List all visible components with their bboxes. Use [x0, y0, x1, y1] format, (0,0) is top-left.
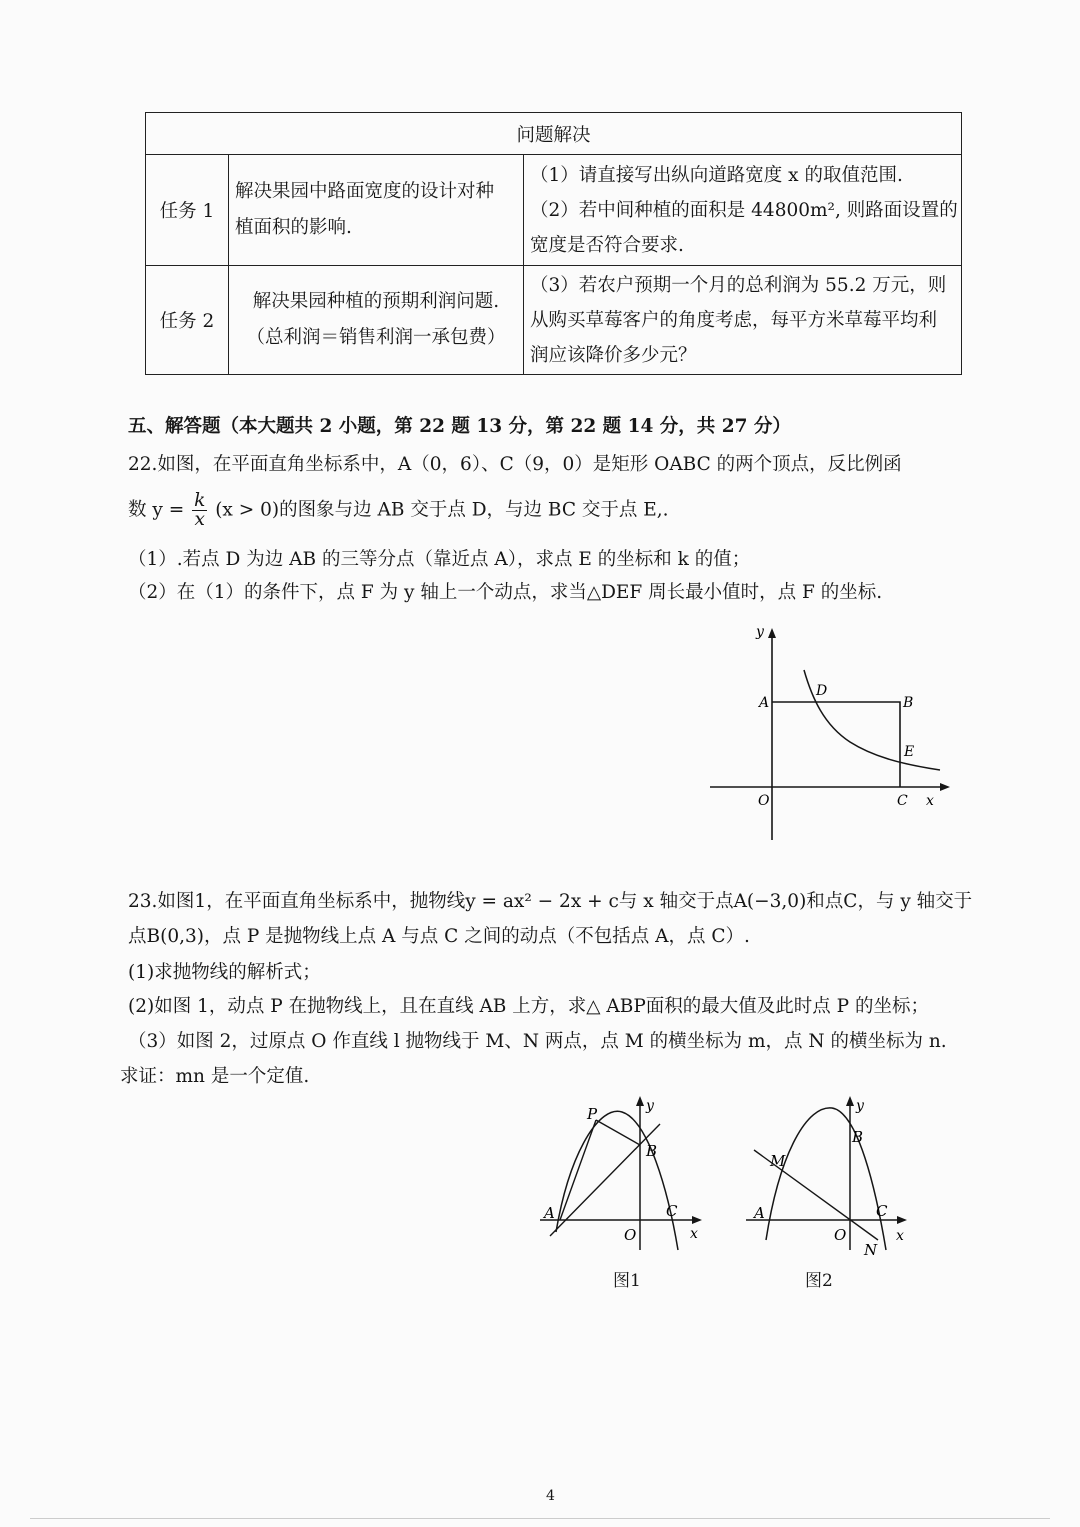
- q23-part2: (2)如图 1，动点 P 在抛物线上，且在直线 AB 上方，求△ ABP面积的最大值及此时点 P 的坐标；: [128, 996, 930, 1017]
- label-y: y: [756, 624, 764, 640]
- x-axis-arrow: [897, 1216, 907, 1224]
- rectangle-oabc: [772, 702, 900, 787]
- req-line: 润应该降价多少元？: [530, 344, 697, 366]
- label-n: N: [864, 1241, 878, 1255]
- segment-ap: [560, 1120, 596, 1220]
- y-axis-arrow: [846, 1096, 854, 1106]
- page-divider: [30, 1518, 1050, 1519]
- q23-part1: (1)求抛物线的解析式；: [128, 962, 321, 983]
- desc-line: 解决果园种植的预期利润问题.: [252, 291, 500, 312]
- x-axis-arrow: [940, 783, 950, 791]
- label-y: y: [856, 1098, 864, 1114]
- q22-figure: [700, 620, 960, 850]
- label-x: x: [896, 1228, 904, 1244]
- req-line: （2）若中间种植的面积是 44800m², 则路面设置的: [530, 199, 958, 221]
- req-line: 从购买草莓客户的角度考虑，每平方米草莓平均利: [530, 309, 938, 331]
- frac-denominator: x: [194, 509, 205, 530]
- q22-line2-post: (x > 0)的图象与边 AB 交于点 D，与边 BC 交于点 E,.: [215, 499, 669, 521]
- desc-line: 解决果园中路面宽度的设计对种: [235, 181, 495, 202]
- figure-1-caption: 图1: [613, 1271, 641, 1291]
- label-a: A: [754, 1204, 765, 1222]
- y-axis-arrow: [636, 1096, 644, 1106]
- req-line: 宽度是否符合要求.: [530, 234, 684, 256]
- label-a: A: [759, 695, 770, 711]
- q23-figure-1: [530, 1090, 710, 1255]
- label-o: O: [624, 1226, 637, 1244]
- task-description: [229, 155, 524, 266]
- frac-numerator: k: [194, 490, 206, 511]
- task-description: [229, 266, 524, 375]
- label-c: C: [876, 1202, 888, 1220]
- label-p: P: [587, 1105, 598, 1123]
- figure-2-caption: 图2: [805, 1271, 833, 1291]
- label-y: y: [646, 1098, 654, 1114]
- task-label: 任务 1: [146, 155, 229, 266]
- table-row: [146, 266, 962, 375]
- desc-line: （总利润＝销售利润一承包费）: [246, 327, 506, 348]
- segment-pb: [596, 1120, 640, 1145]
- label-o: O: [834, 1226, 847, 1244]
- label-b: B: [903, 695, 914, 711]
- q22-line2: [128, 492, 669, 529]
- label-e: E: [904, 744, 915, 760]
- label-o: O: [758, 793, 770, 809]
- q22-part1: （1）.若点 D 为边 AB 的三等分点（靠近点 A），求点 E 的坐标和 k 的值；: [128, 549, 751, 570]
- task-requirements: [524, 155, 962, 266]
- section-heading: 五、解答题（本大题共 2 小题，第 22 题 13 分，第 22 题 14 分，共 27 分）: [128, 416, 791, 437]
- desc-line: 植面积的影响.: [235, 217, 352, 238]
- label-m: M: [770, 1152, 786, 1170]
- q23-line2: 点B(0,3)，点 P 是抛物线上点 A 与点 C 之间的动点（不包括点 A，点 C）.: [128, 926, 750, 947]
- label-b: B: [852, 1128, 864, 1146]
- table-row: [146, 155, 962, 266]
- q22-line2-pre: 数 y =: [128, 499, 185, 521]
- label-x: x: [690, 1226, 698, 1242]
- label-x: x: [926, 793, 934, 809]
- page-number: 4: [546, 1488, 555, 1504]
- table-header: 问题解决: [146, 113, 962, 155]
- q22-line1: 22.如图，在平面直角坐标系中，A（0，6）、C（9，0）是矩形 OABC 的两个顶点，反比例函: [128, 454, 902, 475]
- req-line: （1）请直接写出纵向道路宽度 x 的取值范围.: [530, 164, 903, 186]
- y-axis-arrow: [768, 628, 776, 638]
- q22-part2: （2）在（1）的条件下，点 F 为 y 轴上一个动点，求当△DEF 周长最小值时，点 F 的坐标.: [128, 582, 883, 603]
- fraction-k-over-x: [192, 492, 207, 529]
- q23-proof: 求证：mn 是一个定值.: [120, 1066, 310, 1087]
- label-c: C: [897, 793, 908, 809]
- task-label: 任务 2: [146, 266, 229, 375]
- q23-part3: （3）如图 2，过原点 O 作直线 l 抛物线于 M、N 两点，点 M 的横坐标为 m，点 N 的横坐标为 n.: [128, 1031, 947, 1052]
- label-d: D: [816, 683, 828, 699]
- x-axis-arrow: [692, 1216, 702, 1224]
- line-ab: [550, 1124, 660, 1236]
- task-requirements: [524, 266, 962, 375]
- q23-figure-2: [740, 1090, 920, 1255]
- label-b: B: [646, 1142, 658, 1160]
- q23-line1: 23.如图1，在平面直角坐标系中，抛物线y = ax² − 2x + c与 x 轴交于点A(−3,0)和点C，与 y 轴交于: [128, 891, 973, 912]
- req-line: （3）若农户预期一个月的总利润为 55.2 万元，则: [530, 274, 947, 296]
- label-c: C: [666, 1202, 678, 1220]
- parabola: [766, 1108, 886, 1250]
- label-a: A: [544, 1204, 555, 1222]
- task-table: [145, 112, 962, 375]
